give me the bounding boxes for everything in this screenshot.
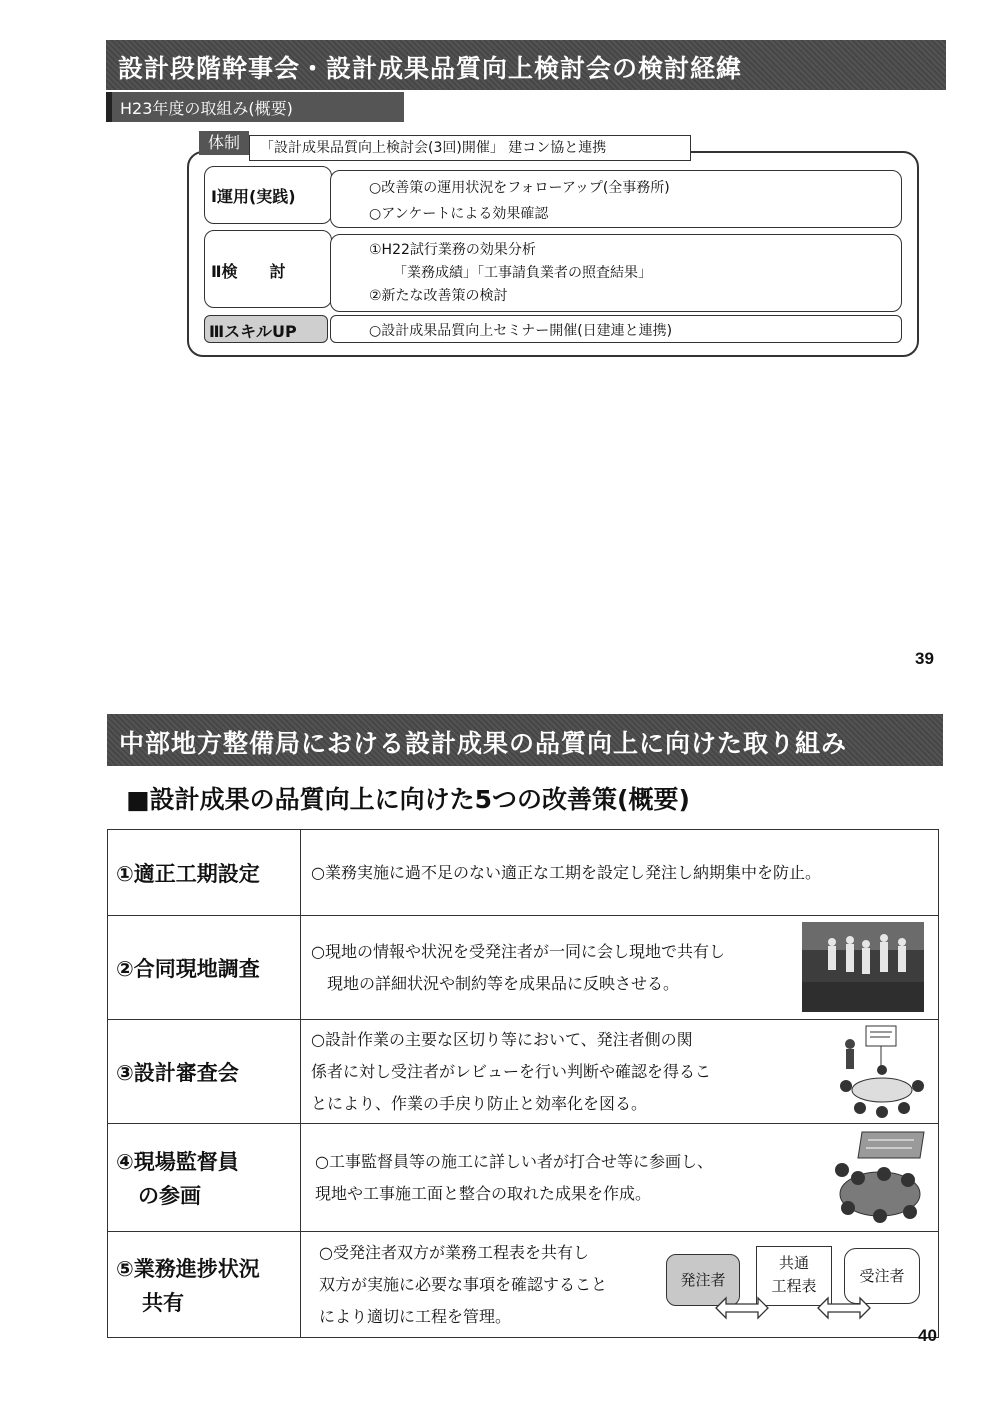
measure-4-label-line-1: ④現場監督員 — [116, 1149, 239, 1174]
row-skill-line-1: ○設計成果品質向上セミナー開催(日建連と連携) — [369, 323, 673, 339]
slide39-title-banner — [106, 40, 946, 90]
slide40-heading: ■設計成果の品質向上に向けた5つの改善策(概要) — [126, 785, 690, 814]
slide39-subtitle: H23年度の取組み(概要) — [120, 99, 293, 118]
measure-desc-cell — [301, 1020, 939, 1124]
row-review-line-1: ①H22試行業務の効果分析 — [369, 242, 536, 258]
row-skill-content-box — [330, 315, 902, 343]
measure-3-line-3: とにより、作業の手戻り防止と効率化を図る。 — [311, 1093, 648, 1113]
schedule-sharing-diagram — [666, 1246, 926, 1328]
row-operation-line-2: ○アンケートによる効果確認 — [369, 206, 549, 222]
row-skill-label-box — [204, 315, 328, 343]
measure-label-cell — [108, 830, 301, 916]
field-survey-photo — [802, 922, 924, 1012]
row-operation-label: Ⅰ運用(実践) — [211, 187, 296, 206]
supervisor-meeting-clipart — [828, 1128, 928, 1226]
measure-4-line-1: ○工事監督員等の施工に詳しい者が打合せ等に参画し、 — [315, 1151, 713, 1171]
measure-row — [108, 1020, 939, 1124]
page-number-40: 40 — [918, 1326, 937, 1345]
measure-label-cell — [108, 1020, 301, 1124]
shared-schedule-line-1: 共通 — [778, 1254, 809, 1272]
page-number-39: 39 — [915, 649, 934, 668]
system-label-box — [199, 131, 249, 155]
measure-5-line-3: により適切に工程を管理。 — [319, 1306, 512, 1326]
measure-5-line-1: ○受発注者双方が業務工程表を共有し — [319, 1242, 589, 1262]
measure-desc-cell — [301, 916, 939, 1020]
slide39-title: 設計段階幹事会・設計成果品質向上検討会の検討経緯 — [118, 54, 743, 83]
system-text: 「設計成果品質向上検討会(3回)開催」 建コン協と連携 — [260, 140, 607, 156]
measure-4-line-2: 現地や工事施工面と整合の取れた成果を作成。 — [315, 1183, 652, 1203]
system-text-box — [249, 135, 691, 161]
slide39-subtitle-banner — [106, 92, 404, 122]
row-review-line-2: 「業務成績」「工事請負業者の照査結果」 — [393, 265, 652, 281]
measure-5-label-line-1: ⑤業務進捗状況 — [116, 1256, 260, 1281]
row-review-label-box — [204, 230, 332, 308]
measure-label-cell — [108, 1232, 301, 1338]
measure-desc-cell — [301, 1124, 939, 1232]
slide40-title-banner — [107, 714, 943, 766]
measure-2-line-1: ○現地の情報や状況を受発注者が一同に会し現地で共有し — [311, 941, 725, 961]
measure-desc-cell — [301, 830, 939, 916]
measure-label-cell — [108, 1124, 301, 1232]
orderer-label: 発注者 — [680, 1271, 726, 1289]
measure-5-label-line-2: 共有 — [142, 1290, 184, 1315]
measure-3-label: ③設計審査会 — [116, 1060, 239, 1085]
measure-1-line-1: ○業務実施に過不足のない適正な工期を設定し発注し納期集中を防止。 — [311, 862, 821, 882]
row-skill-label: ⅢスキルUP — [209, 322, 297, 341]
measure-row — [108, 1124, 939, 1232]
measure-desc-cell — [301, 1232, 939, 1338]
row-operation-content-box — [330, 170, 902, 228]
measures-table — [107, 829, 939, 1338]
measure-1-label: ①適正工期設定 — [116, 861, 260, 886]
row-review-label: Ⅱ検 討 — [211, 262, 286, 281]
measure-4-label-line-2: の参画 — [138, 1183, 201, 1208]
slide40-title: 中部地方整備局における設計成果の品質向上に向けた取り組み — [119, 729, 848, 758]
row-operation-line-1: ○改善策の運用状況をフォローアップ(全事務所) — [369, 180, 670, 196]
measure-row — [108, 830, 939, 916]
shared-schedule-line-2: 工程表 — [771, 1277, 817, 1295]
measure-3-line-1: ○設計作業の主要な区切り等において、発注者側の関 — [311, 1029, 693, 1049]
measure-2-line-2: 現地の詳細状況や制約等を成果品に反映させる。 — [327, 973, 680, 993]
row-operation-label-box — [204, 166, 332, 224]
measure-3-line-2: 係者に対し受注者がレビューを行い判断や確認を得るこ — [311, 1061, 712, 1081]
double-arrow-icon — [816, 1296, 872, 1320]
contractor-label: 受注者 — [859, 1267, 905, 1285]
row-review-content-box — [330, 234, 902, 312]
measure-5-line-2: 双方が実施に必要な事項を確認すること — [319, 1274, 608, 1294]
measure-row — [108, 916, 939, 1020]
measure-label-cell — [108, 916, 301, 1020]
row-review-line-3: ②新たな改善策の検討 — [369, 288, 508, 304]
design-review-meeting-clipart — [832, 1024, 924, 1120]
system-label: 体制 — [207, 133, 240, 152]
measure-2-label: ②合同現地調査 — [116, 956, 260, 981]
measure-row — [108, 1232, 939, 1338]
double-arrow-icon — [714, 1296, 770, 1320]
